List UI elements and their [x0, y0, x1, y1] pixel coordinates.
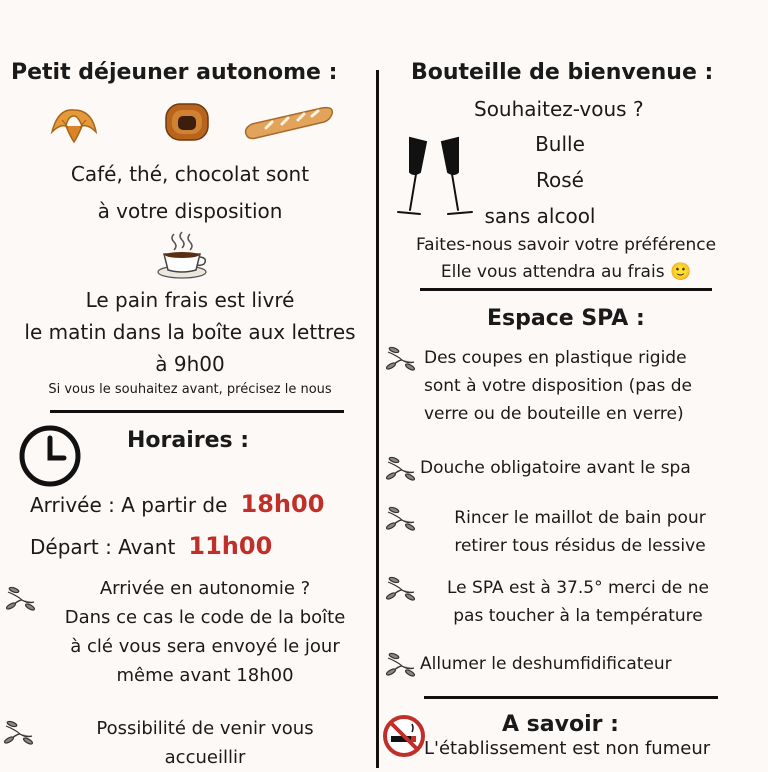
bottle-question: Souhaitez-vous ?	[474, 97, 644, 121]
autonomy-line: Arrivée en autonomie ?	[99, 578, 311, 599]
bottle-info	[388, 232, 744, 286]
leaf-sprig-icon	[386, 506, 416, 532]
bottle-title: Bouteille de bienvenue :	[411, 60, 714, 85]
section-divider	[424, 696, 718, 699]
breakfast-note: Si vous le souhaitez avant, précisez le nous	[48, 382, 332, 397]
leaf-sprig-icon	[386, 346, 416, 372]
spa-item	[420, 504, 740, 560]
breakfast-text	[20, 156, 360, 230]
autonomy-line: même avant 18h00	[116, 665, 294, 686]
breakfast-line: à votre disposition	[97, 199, 283, 223]
spa-item-line: retirer tous résidus de lessive	[454, 536, 706, 556]
spa-item-line: Rincer le maillot de bain pour	[454, 508, 706, 528]
welcome-line: Possibilité de venir vous	[96, 718, 314, 739]
arrival-label: Arrivée : A partir de	[30, 493, 228, 517]
bottle-options	[480, 126, 640, 234]
welcome-text	[30, 714, 380, 772]
departure-label: Départ : Avant	[30, 535, 176, 559]
spa-item-line: Allumer le deshumfidificateur	[420, 654, 672, 674]
section-divider	[420, 288, 712, 291]
spa-item-line: verre ou de bouteille en verre)	[424, 404, 684, 424]
bottle-option: Bulle	[535, 132, 585, 156]
arrival-row	[30, 490, 324, 518]
baguette-icon	[242, 104, 336, 140]
bottle-info-line: Faites-nous savoir votre préférence	[415, 235, 717, 255]
bottle-option: Rosé	[536, 168, 584, 192]
leaf-sprig-icon	[386, 456, 416, 482]
section-divider	[50, 410, 344, 413]
breakfast-line: Café, thé, chocolat sont	[70, 162, 310, 186]
leaf-sprig-icon	[386, 652, 416, 678]
bread-text	[0, 284, 380, 380]
autonomy-text	[30, 574, 380, 690]
bread-line: le matin dans la boîte aux lettres	[24, 320, 356, 344]
spa-item	[420, 650, 740, 678]
spa-title: Espace SPA :	[487, 306, 645, 331]
welcome-line: accueillir	[164, 747, 246, 768]
leaf-sprig-icon	[386, 576, 416, 602]
no-smoking-icon	[382, 714, 426, 758]
spa-item	[418, 574, 738, 630]
to-know-title: A savoir :	[502, 712, 619, 737]
smiley-emoji: 🙂	[669, 262, 692, 282]
bread-line: à 9h00	[155, 352, 225, 376]
bottle-info-line	[388, 259, 744, 286]
clock-icon	[18, 424, 82, 488]
spa-item-line: Le SPA est à 37.5° merci de ne	[447, 578, 709, 598]
breakfast-title: Petit déjeuner autonome :	[11, 60, 338, 85]
spa-item-line: sont à votre disposition (pas de	[424, 376, 692, 396]
departure-row	[30, 532, 272, 560]
hours-title: Horaires :	[127, 428, 250, 453]
autonomy-line: à clé vous sera envoyé le jour	[70, 636, 340, 657]
autonomy-line: Dans ce cas le code de la boîte	[64, 607, 346, 628]
spa-item	[420, 344, 740, 428]
departure-time: 11h00	[188, 532, 273, 560]
bottle-info-text: Elle vous attendra au frais	[440, 262, 665, 282]
to-know-line: L'établissement est non fumeur	[424, 738, 711, 759]
croissant-icon	[48, 102, 100, 144]
spa-item-line: Des coupes en plastique rigide	[424, 348, 687, 368]
spa-item	[420, 454, 740, 482]
bottle-option: sans alcool	[484, 204, 596, 228]
bread-line: Le pain frais est livré	[85, 288, 295, 312]
arrival-time: 18h00	[240, 490, 325, 518]
pain-au-chocolat-icon	[162, 98, 212, 144]
spa-item-line: pas toucher à la température	[453, 606, 703, 626]
spa-item-line: Douche obligatoire avant le spa	[420, 458, 691, 478]
coffee-cup-icon	[156, 230, 208, 280]
